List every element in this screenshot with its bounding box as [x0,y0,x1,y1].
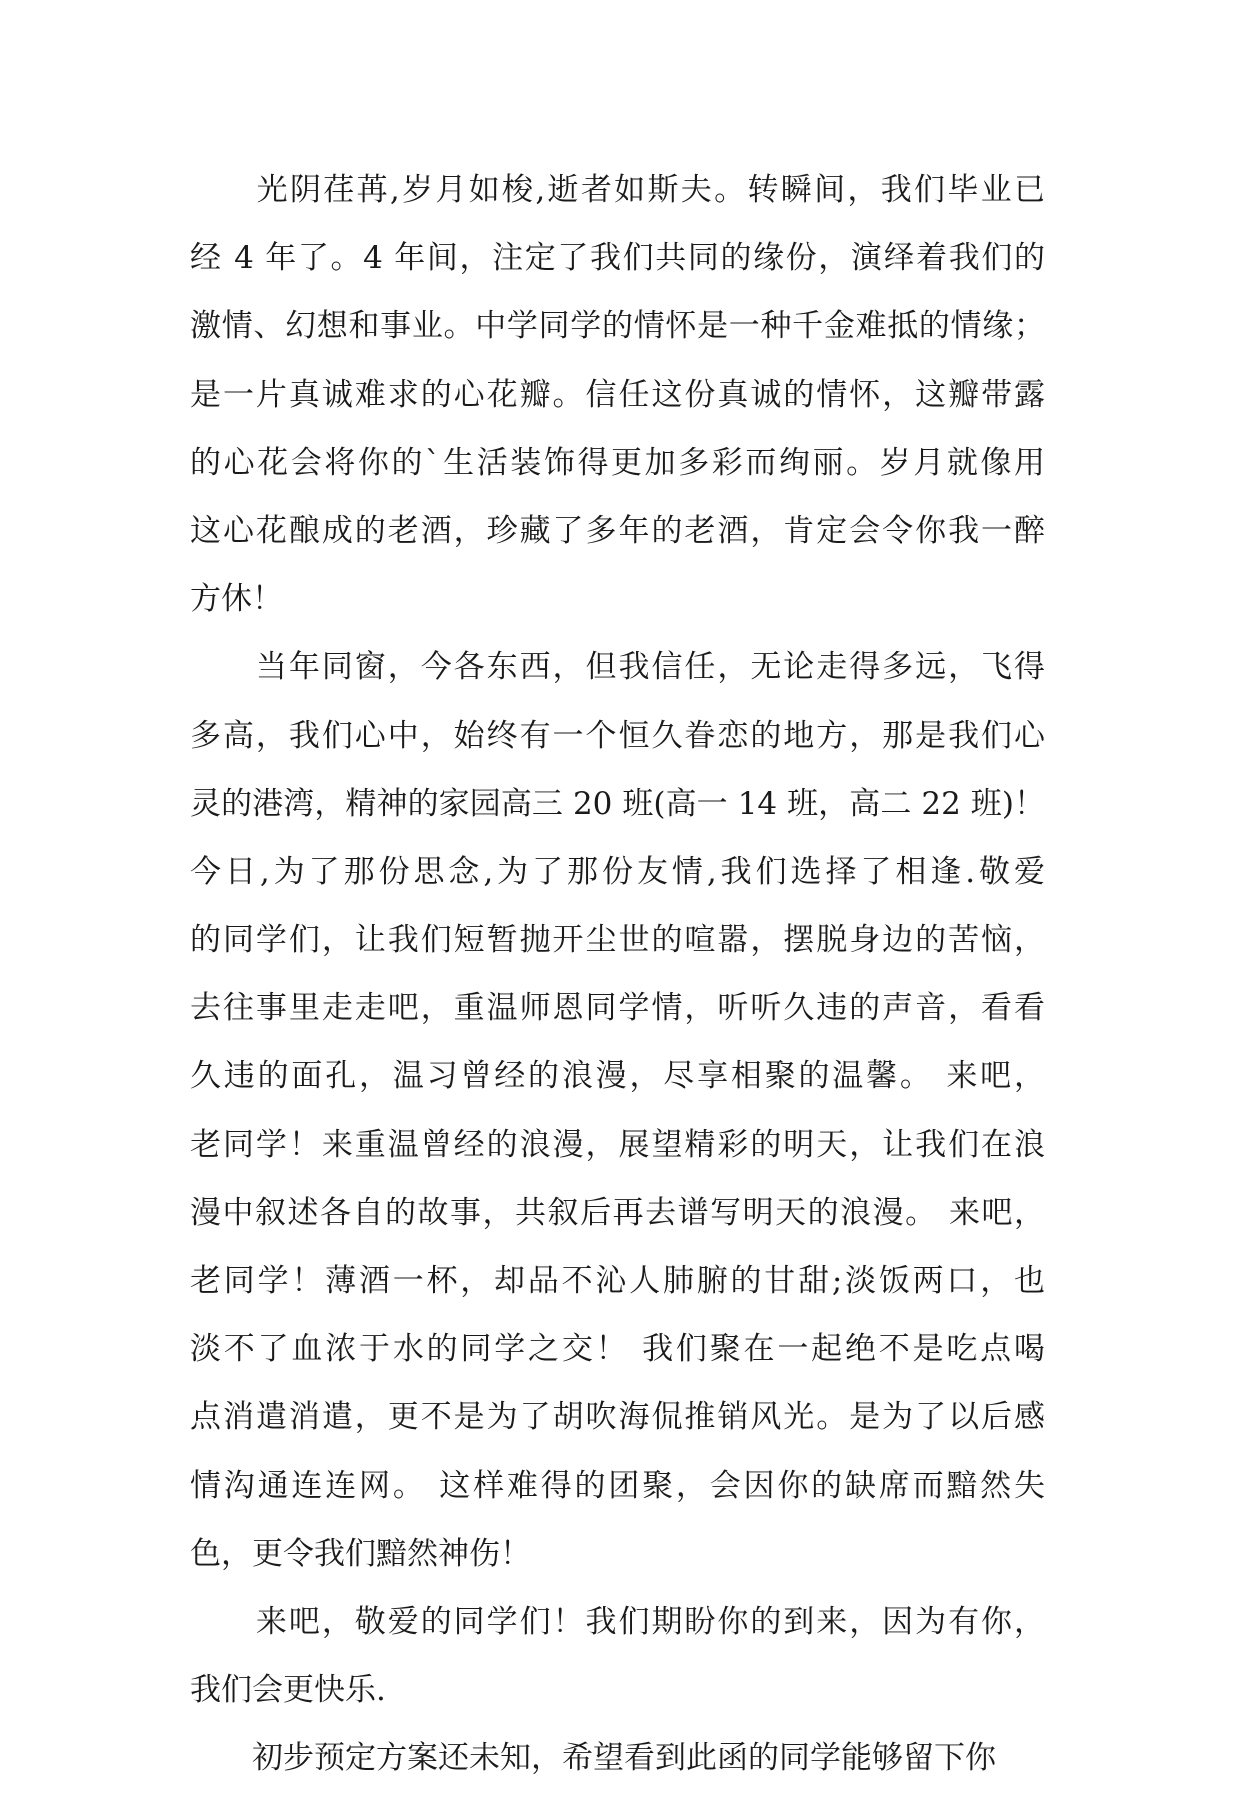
paragraph-1 [190,156,1045,633]
text-line: 来吧，敬爱的同学们！我们期盼你的到来，因为有你， [190,1603,1045,1640]
text-line: 这心花酿成的老酒，珍藏了多年的老酒，肯定会令你我一醉 [190,512,1045,549]
text-line: 激情、幻想和事业。中学同学的情怀是一种千金难抵的情缘； [190,308,1045,345]
text-line: 久违的面孔，温习曾经的浪漫，尽享相聚的温馨。 来吧， [190,1058,1045,1095]
text-line: 灵的港湾，精神的家园高三 20 班(高一 14 班，高二 22 班)！ [190,785,1045,822]
paragraph-2 [190,633,1045,1588]
text-line: 去往事里走走吧，重温师恩同学情，听听久违的声音，看看 [190,990,1045,1027]
paragraph-3 [190,1588,1045,1724]
text-line: 老同学！来重温曾经的浪漫，展望精彩的明天，让我们在浪 [190,1126,1045,1163]
text-line: 经 4 年了。4 年间，注定了我们共同的缘份，演绎着我们的 [190,240,1045,277]
text-line: 多高，我们心中，始终有一个恒久眷恋的地方，那是我们心 [190,717,1045,754]
text-line: 是一片真诚难求的心花瓣。信任这份真诚的情怀，这瓣带露 [190,376,1045,413]
text-line: 淡不了血浓于水的同学之交！ 我们聚在一起绝不是吃点喝 [190,1331,1045,1368]
paragraph-4 [190,1724,1045,1792]
text-line: 情沟通连连网。 这样难得的团聚，会因你的缺席而黯然失 [190,1467,1045,1504]
text-line: 的心花会将你的`生活装饰得更加多彩而绚丽。岁月就像用 [190,444,1045,481]
document-body [190,156,1045,1793]
text-line: 色，更令我们黯然神伤！ [190,1535,531,1572]
text-line: 当年同窗，今各东西，但我信任，无论走得多远，飞得 [190,649,1045,686]
text-line: 方休！ [190,581,283,618]
text-line: 的同学们，让我们短暂抛开尘世的喧嚣，摆脱身边的苦恼， [190,922,1045,959]
text-line: 今日,为了那份思念,为了那份友情,我们选择了相逢.敬爱 [190,853,1045,890]
text-line: 我们会更快乐. [190,1672,386,1709]
text-line: 初步预定方案还未知，希望看到此函的同学能够留下你 [190,1740,996,1777]
text-line: 点消遣消遣，更不是为了胡吹海侃推销风光。是为了以后感 [190,1399,1045,1436]
text-line: 老同学！薄酒一杯，却品不沁人肺腑的甘甜;淡饭两口，也 [190,1263,1045,1299]
text-line: 漫中叙述各自的故事，共叙后再去谱写明天的浪漫。 来吧， [190,1194,1045,1231]
text-line: 光阴荏苒,岁月如梭,逝者如斯夫。转瞬间，我们毕业已 [190,172,1045,208]
